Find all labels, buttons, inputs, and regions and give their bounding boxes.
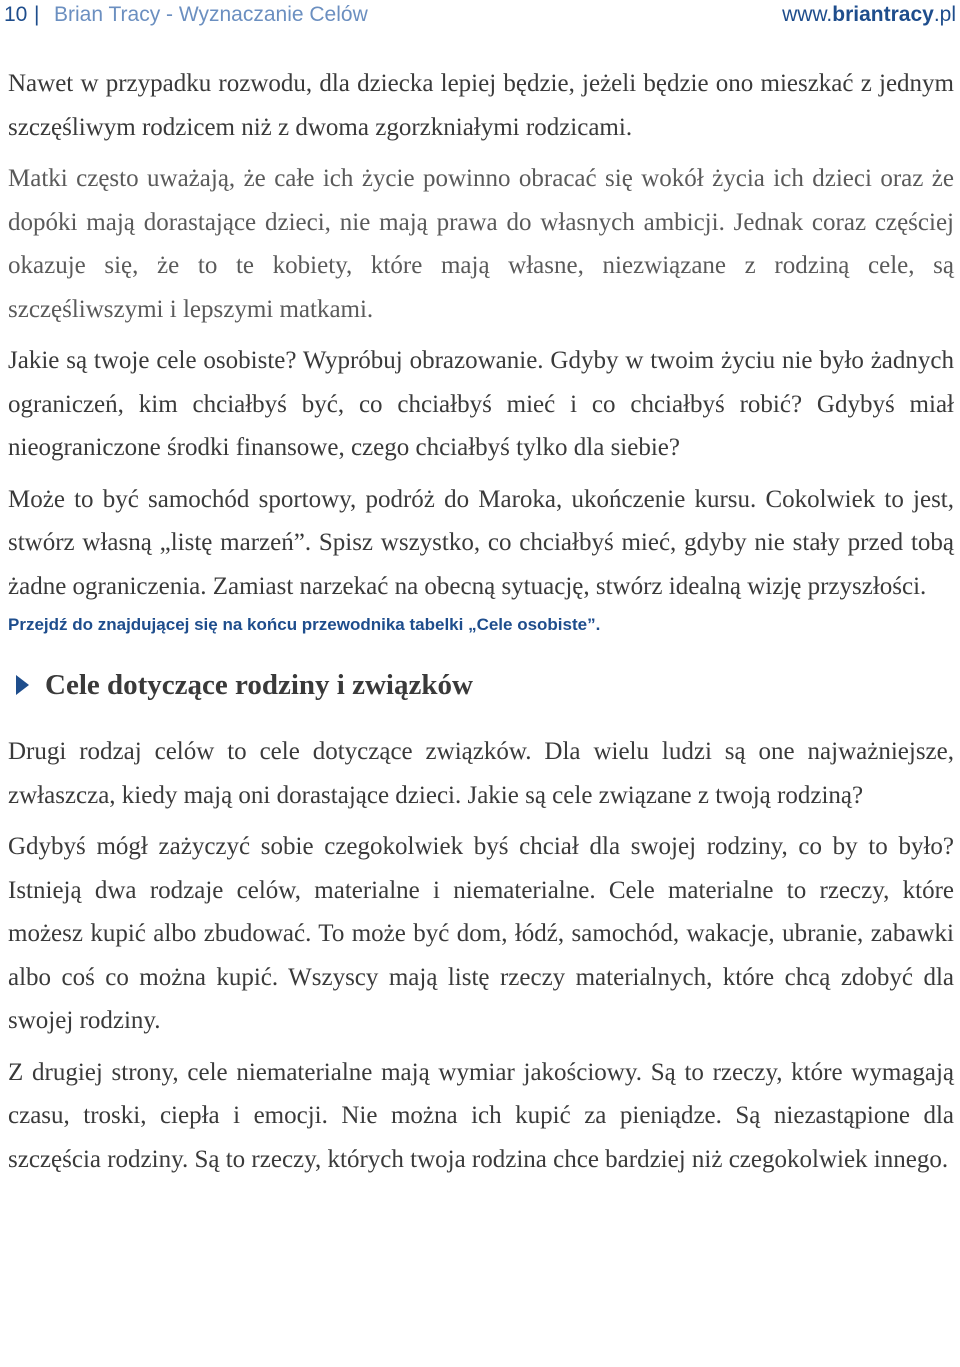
paragraph-personal-goals: Jakie są twoje cele osobiste? Wypróbuj obrazowanie. Gdyby w twoim życiu nie było żadnych ograniczeń, kim chciałbyś być, co chciałbyś mieć i co chciałbyś robić? Gdybyś miał nieograniczone środki finansowe, czego chciałbyś tylko dla siebie? [8, 347, 954, 461]
paragraph-dream-list: Może to być samochód sportowy, podróż do Maroka, ukończenie kursu. Cokolwiek to jest, stwórz własną „listę marzeń”. Spisz wszystko, co chciałbyś mieć, gdyby nie stały przed tobą żadne ograniczenia. Zamiast narzekać na obecną sytuację, stwórz idealną wizję przyszłości. [8, 485, 954, 600]
table-reference-note: Przejdź do znajdującej się na końcu przewodnika tabelki „Cele osobiste”. [8, 615, 601, 634]
book-title: Brian Tracy - Wyznaczanie Celów [54, 3, 368, 26]
paragraph-divorce: Nawet w przypadku rozwodu, dla dziecka lepiej będzie, jeżeli będzie ono mieszkać z jednym szczęśliwym rodzicem niż z dwoma zgorzkniałymi rodzicami. [8, 70, 954, 141]
paragraph-immaterial-goals: Z drugiej strony, cele niematerialne mają wymiar jakościowy. Są to rzeczy, które wymagają czasu, troski, ciepła i emocji. Nie można ich kupić za pieniądze. Są niezastąpione dla szczęścia rodziny. Są to rzeczy, których twoja rodzina chce bardziej niż czegokolwiek innego. [8, 1058, 954, 1173]
website-link[interactable] [782, 3, 956, 27]
section-title: Cele dotyczące rodziny i związków [45, 668, 473, 701]
site-prefix: www. [782, 3, 833, 26]
header-divider: | [34, 3, 40, 26]
paragraph-relationship-goals: Drugi rodzaj celów to cele dotyczące związków. Dla wielu ludzi są one najważniejsze, zwłaszcza, kiedy mają oni dorastające dzieci. Jakie są cele związane z twoją rodziną? [8, 738, 954, 809]
page-content [8, 62, 954, 1181]
triangle-right-icon [16, 675, 29, 695]
section-heading [8, 660, 954, 710]
site-suffix: .pl [933, 3, 956, 26]
paragraph-material-goals: Gdybyś mógł zażyczyć sobie czegokolwiek byś chciał dla swojej rodziny, co by to było? Istnieją dwa rodzaje celów, materialne i niematerialne. Cele materialne to rzeczy, które możesz kupić albo zbudować. To może być dom, łódź, samochód, wakacje, ubranie, zabawki albo coś co można kupić. Wszyscy mają listę rzeczy materialnych, które chcą zdobyć dla swojej rodziny. [8, 833, 954, 1034]
paragraph-mothers: Matki często uważają, że całe ich życie powinno obracać się wokół życia ich dzieci oraz że dopóki mają dorastające dzieci, nie mają prawa do własnych ambicji. Jednak coraz częściej okazuje się, że to te kobiety, które mają własne, niezwiązane z rodziną cele, są szczęśliwszymi i lepszymi matkami. [8, 165, 954, 323]
site-brand: briantracy [832, 3, 934, 26]
page-header [0, 0, 960, 34]
page-number: 10 [4, 3, 28, 26]
